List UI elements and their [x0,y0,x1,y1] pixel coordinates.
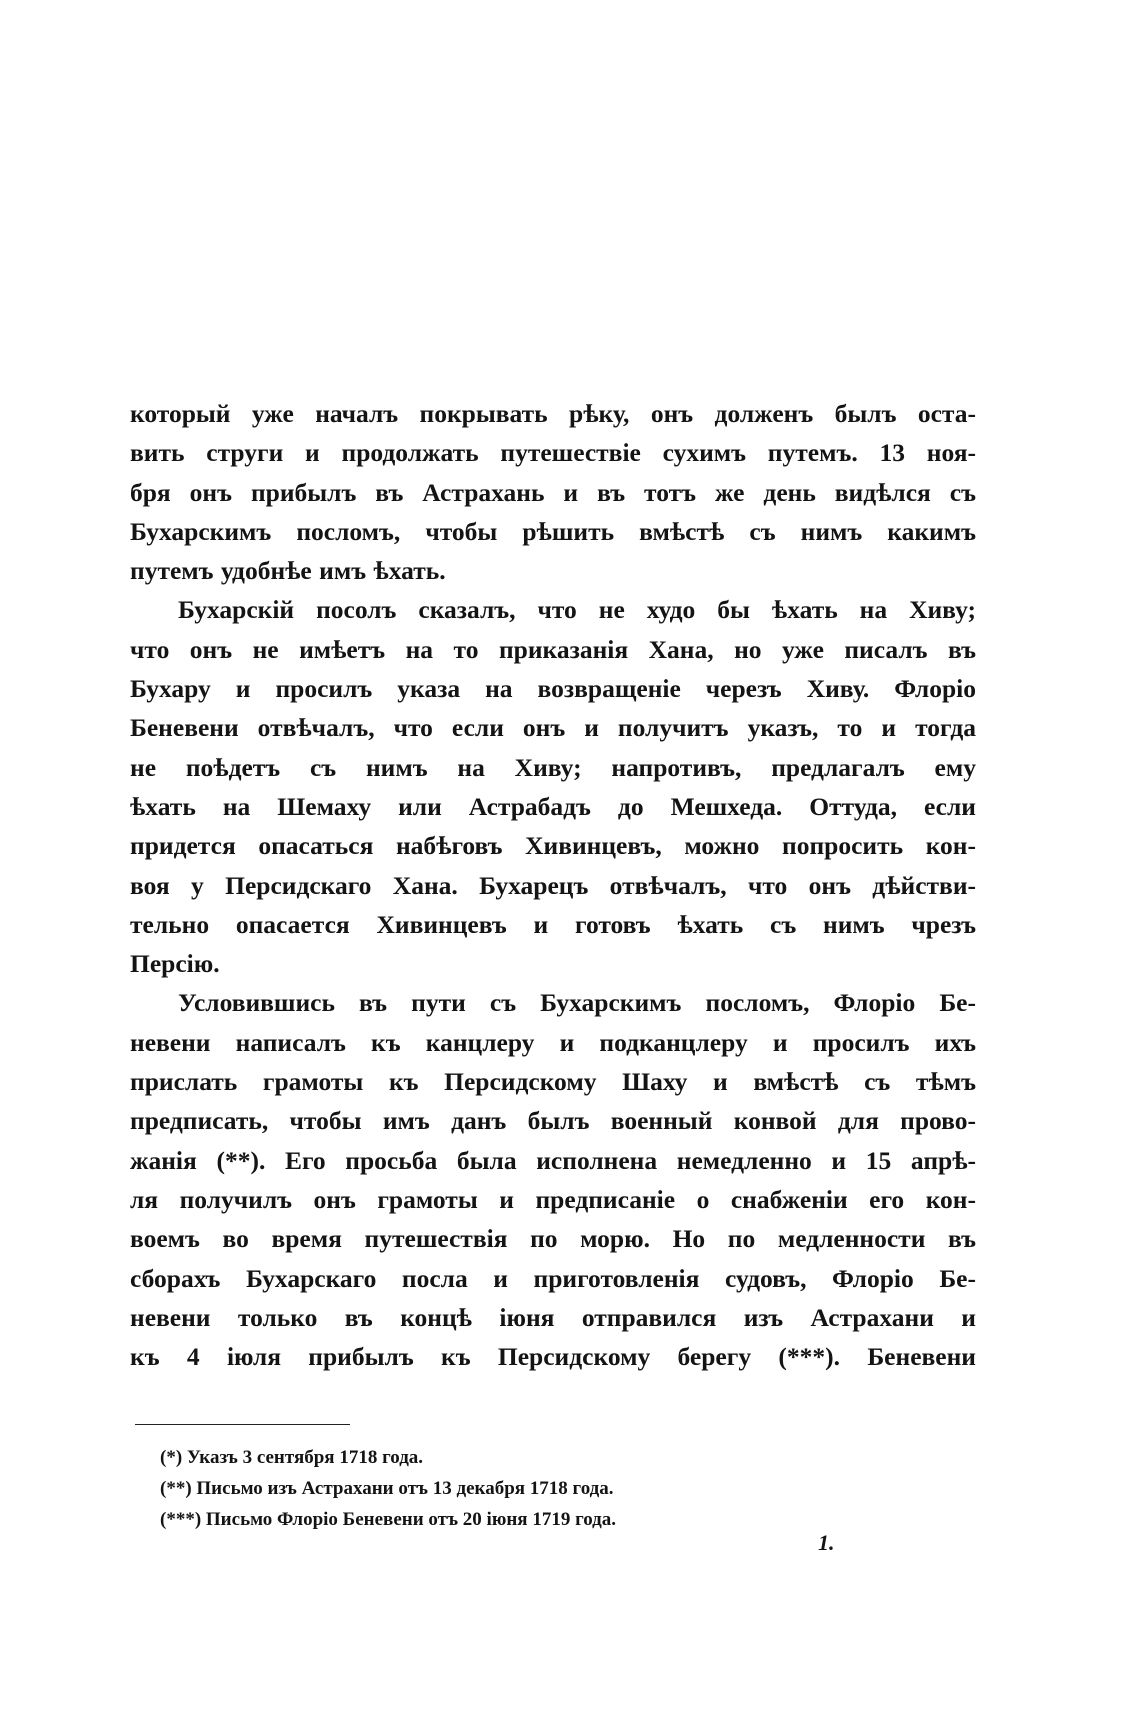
text-line: невени только въ концѣ іюня отправился изъ Астрахани и [130,1302,976,1332]
footnote: (**) Письмо изъ Астрахани отъ 13 декабря 1718 года. [160,1478,614,1499]
text-line: сборахъ Бухарскаго посла и приготовленія судовъ, Флоріо Бе- [130,1263,976,1293]
text-line: вить струги и продолжать путешествіе сухимъ путемъ. 13 ноя- [130,438,976,468]
text-line: придется опасаться набѣговъ Хивинцевъ, можно попросить кон- [130,831,976,861]
footnote: (*) Указъ 3 сентября 1718 года. [160,1447,424,1468]
body-text [130,394,976,1376]
text-line: ѣхать на Шемаху или Астрабадъ до Мешхеда. Оттуда, если [130,791,976,821]
page-signature-mark: 1. [818,1530,835,1555]
text-line: который уже началъ покрывать рѣку, онъ долженъ былъ оста- [130,399,976,428]
text-line: не поѣдетъ съ нимъ на Хиву; напротивъ, предлагалъ ему [130,752,976,782]
text-line: Бухарскій посолъ сказалъ, что не худо бы ѣхать на Хиву; [178,595,976,625]
text-line: предписать, чтобы имъ данъ былъ военный конвой для прово- [130,1106,976,1136]
text-line: бря онъ прибылъ въ Астрахань и въ тотъ же день видѣлся съ [130,477,976,507]
text-line: Условившись въ пути съ Бухарскимъ посломъ, Флоріо Бе- [178,988,976,1018]
text-line: невени написалъ къ канцлеру и подканцлеру и просилъ ихъ [130,1027,976,1057]
footnote-divider [135,1424,350,1425]
text-line: Бухарскимъ посломъ, чтобы рѣшить вмѣстѣ съ нимъ какимъ [130,516,976,546]
paragraph [130,590,976,983]
paragraph [130,983,976,1376]
paragraph [130,394,976,590]
text-line: Беневени отвѣчалъ, что если онъ и получитъ указъ, то и тогда [130,713,976,743]
text-line: тельно опасается Хивинцевъ и готовъ ѣхать съ нимъ чрезъ [130,909,976,939]
text-line: что онъ не имѣетъ на то приказанія Хана, но уже писалъ въ [130,634,976,664]
text-line: жанія (**). Его просьба была исполнена немедленно и 15 апрѣ- [130,1145,976,1175]
text-line: Персію. [130,949,220,979]
text-line: воя у Персидскаго Хана. Бухарецъ отвѣчалъ, что онъ дѣйстви- [130,870,976,900]
text-line: Бухару и просилъ указа на возвращеніе черезъ Хиву. Флоріо [130,674,976,704]
text-line: воемъ во время путешествія по морю. Но по медленности въ [130,1224,976,1254]
footnotes [160,1442,860,1535]
text-line: путемъ удобнѣе имъ ѣхать. [130,556,446,586]
text-line: къ 4 іюля прибылъ къ Персидскому берегу (***). Беневени [130,1342,976,1372]
text-line: ля получилъ онъ грамоты и предписаніе о снабженіи его кон- [130,1184,976,1214]
footnote: (***) Письмо Флоріо Беневени отъ 20 іюня 1719 года. [160,1509,617,1530]
text-line: прислать грамоты къ Персидскому Шаху и вмѣстѣ съ тѣмъ [130,1067,976,1097]
